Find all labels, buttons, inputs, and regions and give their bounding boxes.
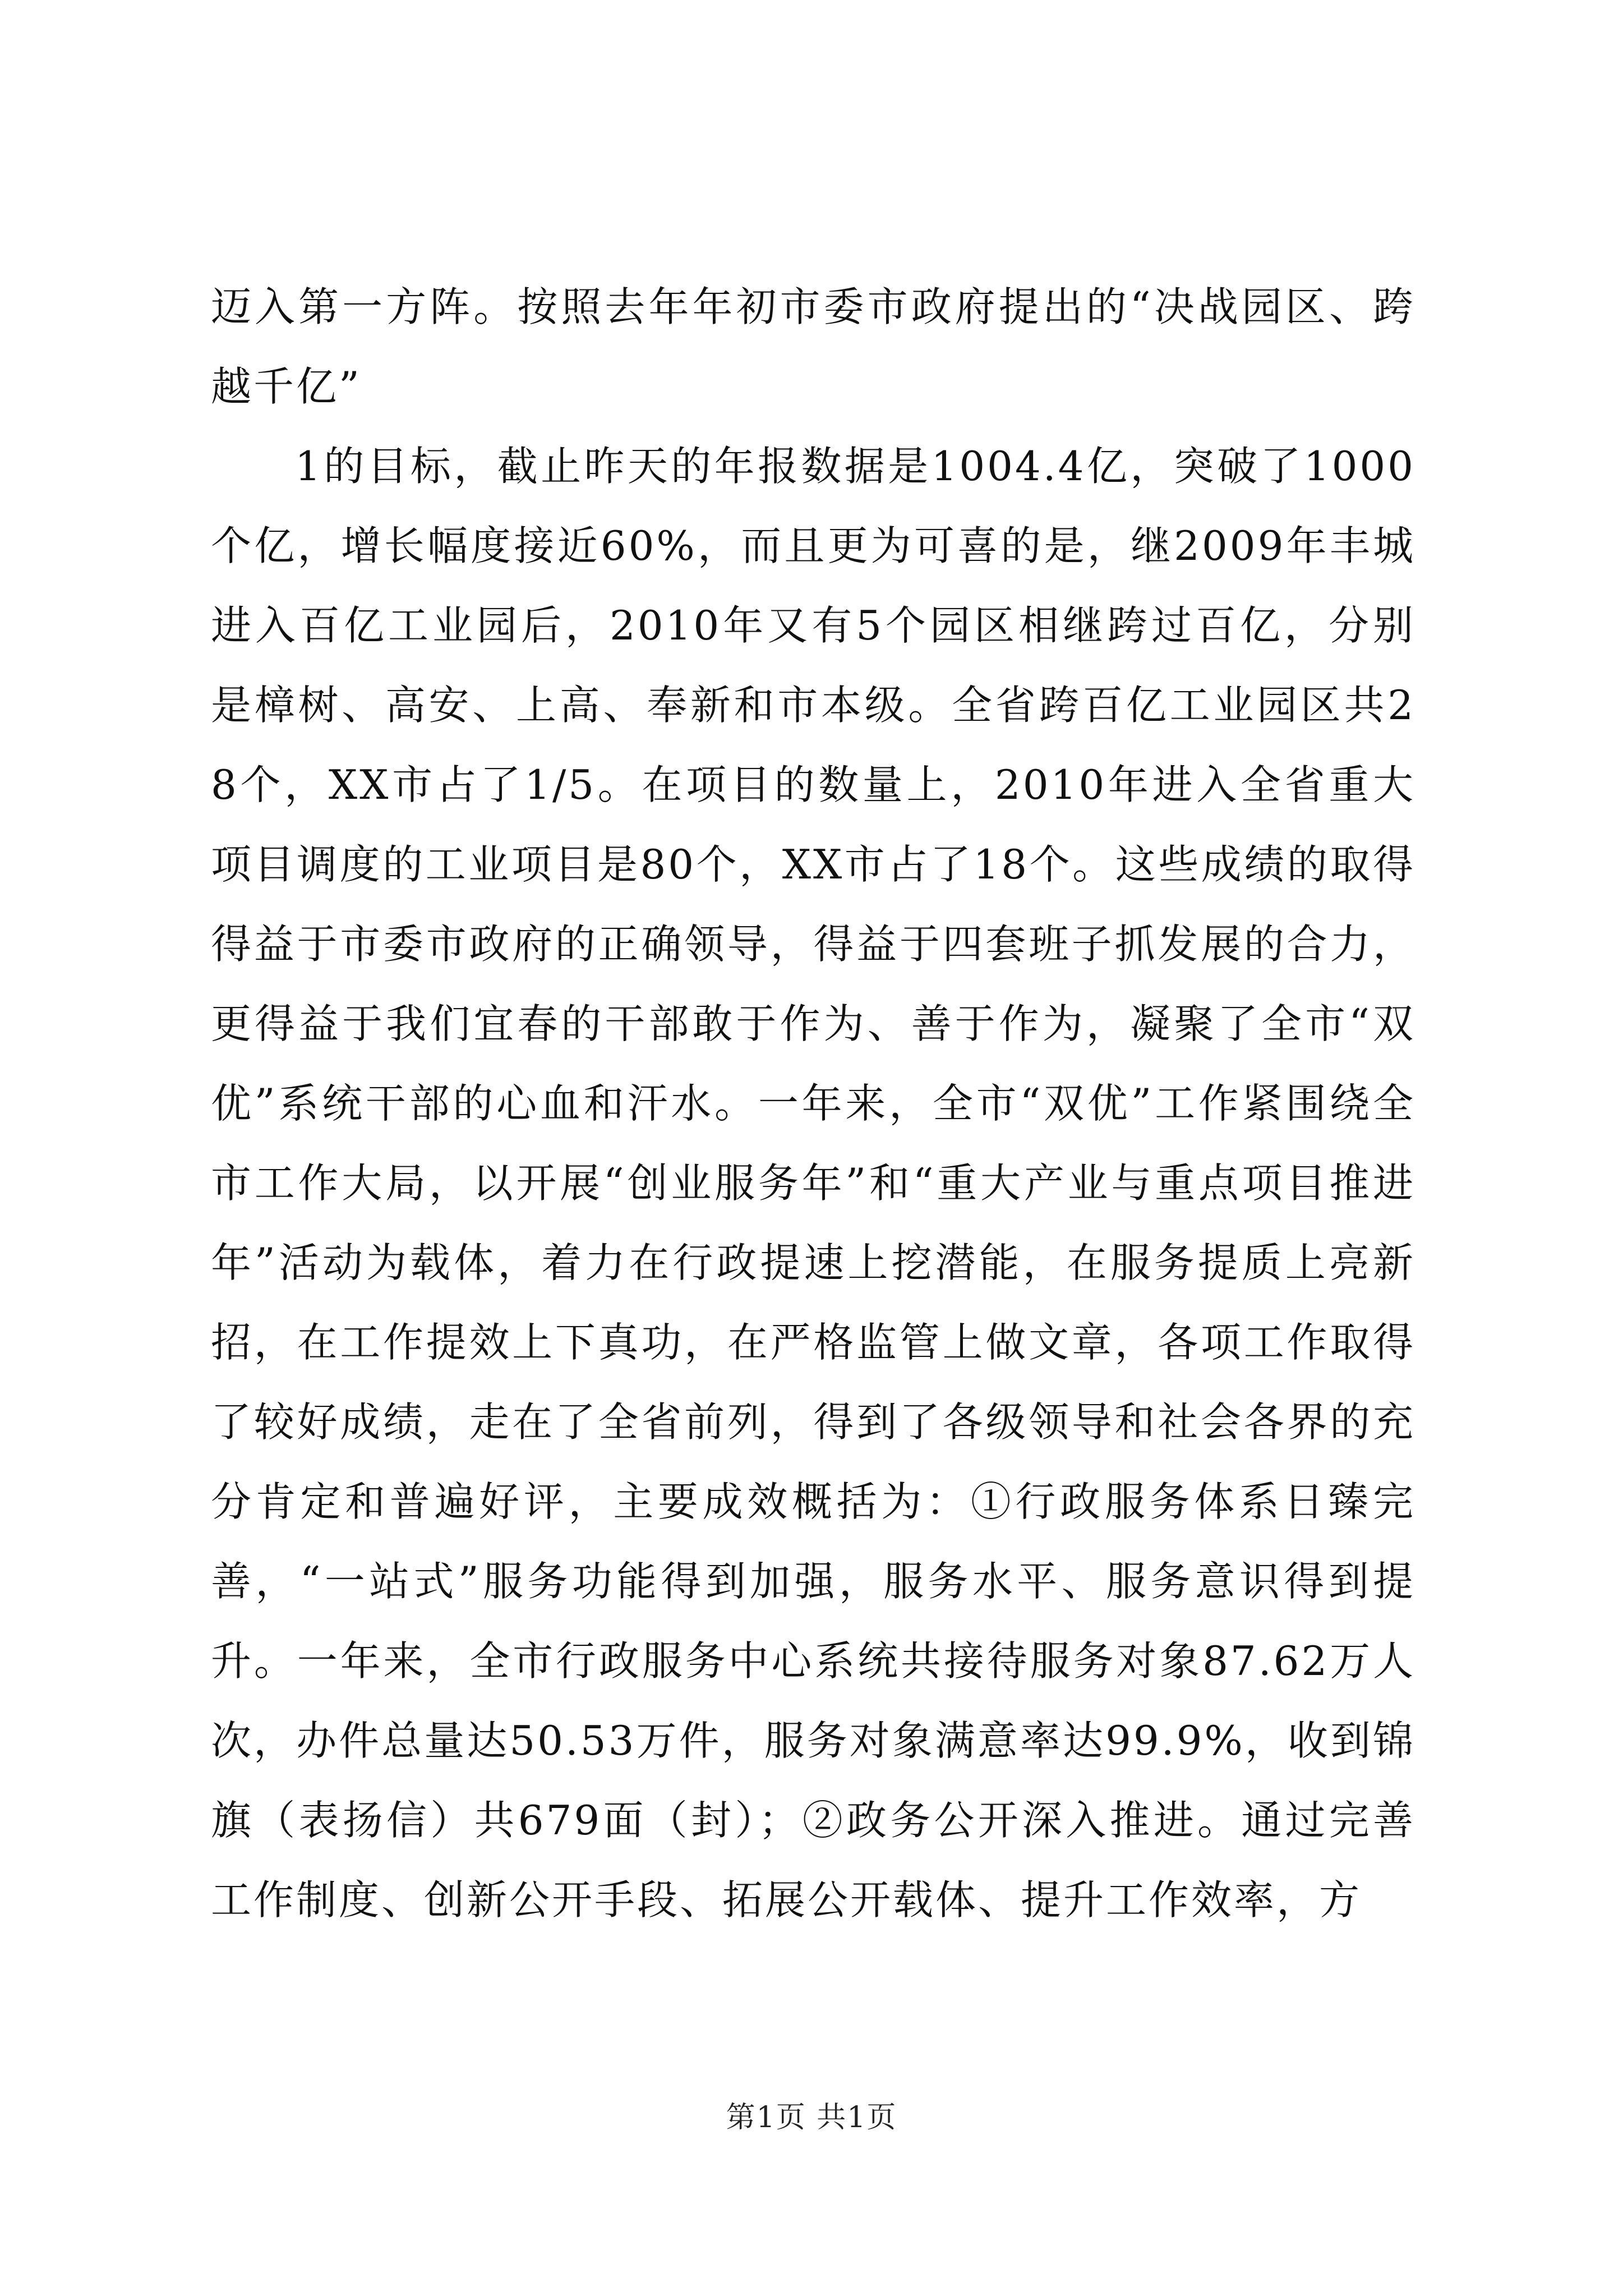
- paragraph-main: 1的目标，截止昨天的年报数据是1004.4亿，突破了1000个亿，增长幅度接近60%，而且更为可喜的是，继2009年丰城进入百亿工业园后，2010年又有5个园区相继跨过百亿，分别是樟树、高安、上高、奉新和市本级。全省跨百亿工业园区共28个，XX市占了1/5。在项目的数量上，2010年进入全省重大项目调度的工业项目是80个，XX市占了18个。这些成绩的取得得益于市委市政府的正确领导，得益于四套班子抓发展的合力，更得益于我们宜春的干部敢于作为、善于作为，凝聚了全市“双优”系统干部的心血和汗水。一年来，全市“双优”工作紧围绕全市工作大局，以开展“创业服务年”和“重大产业与重点项目推进年”活动为载体，着力在行政提速上挖潜能，在服务提质上亮新招，在工作提效上下真功，在严格监管上做文章，各项工作取得了较好成绩，走在了全省前列，得到了各级领导和社会各界的充分肯定和普遍好评，主要成效概括为：①行政服务体系日臻完善，“一站式”服务功能得到加强，服务水平、服务意识得到提升。一年来，全市行政服务中心系统共接待服务对象87.62万人次，办件总量达50.53万件，服务对象满意率达99.9%，收到锦旗（表扬信）共679面（封）；②政务公开深入推进。通过完善工作制度、创新公开手段、拓展公开载体、提升工作效率，方: [211, 443, 1415, 1924]
- page-footer: 第1页 共1页: [726, 2101, 897, 2134]
- paragraph-continuation: 迈入第一方阵。按照去年年初市委市政府提出的“决战园区、跨越千亿”: [211, 283, 1415, 410]
- document-body: [211, 267, 1415, 1940]
